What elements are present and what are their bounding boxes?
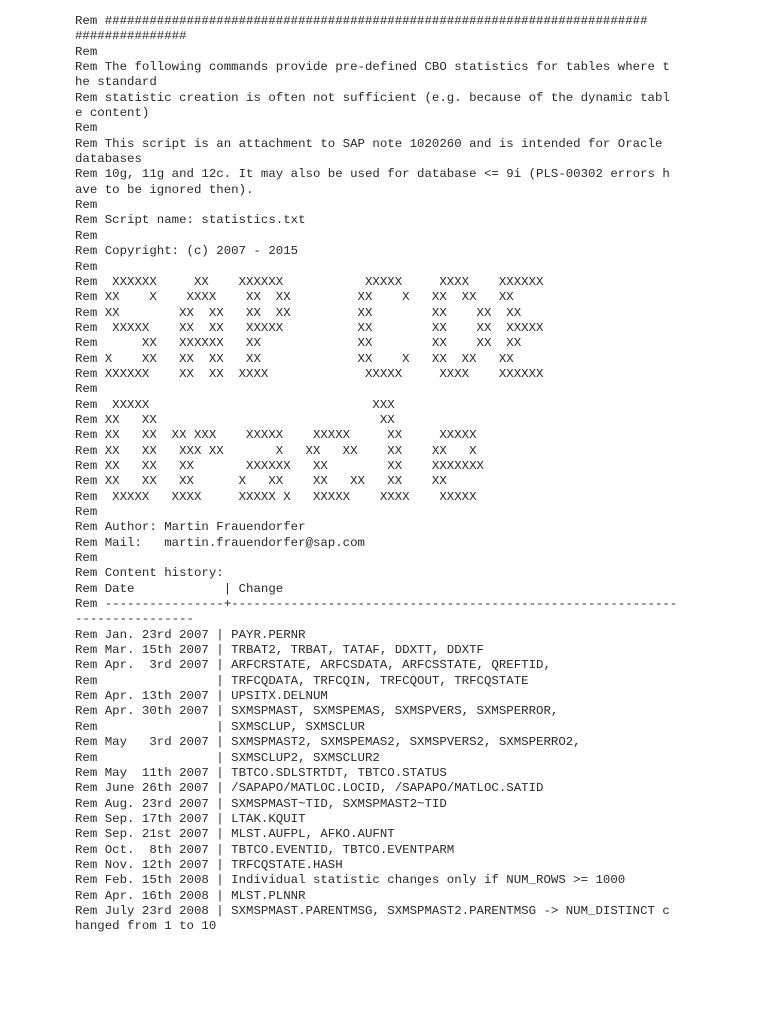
text-line: he standard: [75, 75, 157, 90]
text-line: Rem Author: Martin Frauendorfer: [75, 520, 306, 535]
text-line: Rem: [75, 198, 98, 213]
text-line: Rem May 11th 2007 | TBTCO.SDLSTRTDT, TBTCO.STATUS: [75, 765, 447, 780]
text-line: Rem This script is an attachment to SAP note 1020260 and is intended for Oracle: [75, 136, 663, 151]
text-line: Rem 10g, 11g and 12c. It may also be used for database <= 9i (PLS-00302 errors h: [75, 167, 670, 182]
text-line: Rem statistic creation is often not sufficient (e.g. because of the dynamic tabl: [75, 90, 670, 105]
text-line: Rem May 3rd 2007 | SXMSPMAST2, SXMSPEMAS2, SXMSPVERS2, SXMSPERRO2,: [75, 735, 581, 750]
text-line: ave to be ignored then).: [75, 182, 254, 197]
text-line: Rem XX XX XX X XX XX XX XX XX: [75, 474, 447, 489]
text-line: Rem The following commands provide pre-defined CBO statistics for tables where t: [75, 60, 670, 75]
text-line: Rem Copyright: (c) 2007 - 2015: [75, 244, 299, 259]
text-line: Rem Apr. 13th 2007 | UPSITX.DELNUM: [75, 689, 328, 704]
text-line: Rem Script name: statistics.txt: [75, 213, 306, 228]
text-line: Rem XX XX XX: [75, 412, 395, 427]
text-line: Rem XX XXXXXX XX XX XX XX XX: [75, 336, 522, 351]
text-line: Rem X XX XX XX XX XX X XX XX XX: [75, 351, 514, 366]
text-line: Rem Apr. 16th 2008 | MLST.PLNNR: [75, 888, 306, 903]
text-line: Rem Mail: martin.frauendorfer@sap.com: [75, 535, 365, 550]
document-page: [75, 14, 678, 935]
text-line: Rem XXXXX XXXX XXXXX X XXXXX XXXX XXXXX: [75, 489, 477, 504]
text-line: Rem Mar. 15th 2007 | TRBAT2, TRBAT, TATAF, DDXTT, DDXTF: [75, 643, 484, 658]
text-line: Rem July 23rd 2008 | SXMSPMAST.PARENTMSG, SXMSPMAST2.PARENTMSG -> NUM_DISTINCT c: [75, 903, 670, 918]
text-line: Rem Apr. 30th 2007 | SXMSPMAST, SXMSPEMAS, SXMSPVERS, SXMSPERROR,: [75, 704, 559, 719]
text-line: Rem XX X XXXX XX XX XX X XX XX XX: [75, 290, 514, 305]
text-line: Rem Nov. 12th 2007 | TRFCQSTATE.HASH: [75, 857, 343, 872]
text-line: Rem: [75, 505, 98, 519]
text-line: Rem XXXXX XX XX XXXXX XX XX XX XXXXX: [75, 320, 544, 335]
text-line: Rem Apr. 3rd 2007 | ARFCRSTATE, ARFCSDATA, ARFCSSTATE, QREFTID,: [75, 658, 551, 673]
text-line: Rem: [75, 121, 98, 136]
text-line: Rem #########################################################################: [75, 14, 648, 28]
text-line: Rem | SXMSCLUP, SXMSCLUR: [75, 719, 365, 734]
text-line: Rem Oct. 8th 2007 | TBTCO.EVENTID, TBTCO.EVENTPARM: [75, 842, 455, 857]
text-line: Rem ----------------+------------------------------------------------------------: [75, 597, 678, 612]
text-line: Rem: [75, 551, 98, 566]
text-line: Rem: [75, 382, 98, 397]
text-line: Rem: [75, 228, 98, 243]
text-line: Rem Date | Change: [75, 581, 284, 596]
text-line: ----------------: [75, 612, 194, 627]
text-line: Rem Jan. 23rd 2007 | PAYR.PERNR: [75, 627, 306, 642]
text-line: Rem Aug. 23rd 2007 | SXMSPMAST~TID, SXMSPMAST2~TID: [75, 796, 447, 811]
text-line: Rem Sep. 21st 2007 | MLST.AUFPL, AFKO.AUFNT: [75, 827, 395, 842]
text-line: Rem XX XX XXX XX X XX XX XX XX X: [75, 443, 477, 458]
text-line: Rem Content history:: [75, 566, 224, 581]
text-line: Rem XX XX XX XXXXXX XX XX XXXXXXX: [75, 458, 484, 473]
text-line: Rem XX XX XX XX XX XX XX XX XX: [75, 305, 522, 320]
text-line: Rem XX XX XX XXX XXXXX XXXXX XX XXXXX: [75, 428, 477, 443]
text-line: Rem: [75, 44, 98, 59]
text-line: hanged from 1 to 10: [75, 919, 217, 934]
text-line: Rem: [75, 259, 98, 274]
text-line: Rem | SXMSCLUP2, SXMSCLUR2: [75, 750, 380, 765]
text-line: Rem June 26th 2007 | /SAPAPO/MATLOC.LOCID, /SAPAPO/MATLOC.SATID: [75, 781, 544, 796]
text-line: Rem XXXXXX XX XXXXXX XXXXX XXXX XXXXXX: [75, 274, 544, 289]
text-line: ###############: [75, 29, 187, 44]
text-line: Rem Sep. 17th 2007 | LTAK.KQUIT: [75, 811, 306, 826]
text-line: e content): [75, 106, 150, 121]
text-line: Rem XXXXX XXX: [75, 397, 395, 412]
text-line: databases: [75, 152, 142, 167]
text-line: Rem | TRFCQDATA, TRFCQIN, TRFCQOUT, TRFCQSTATE: [75, 673, 529, 688]
text-line: Rem Feb. 15th 2008 | Individual statistic changes only if NUM_ROWS >= 1000: [75, 873, 626, 888]
text-line: Rem XXXXXX XX XX XXXX XXXXX XXXX XXXXXX: [75, 366, 544, 381]
